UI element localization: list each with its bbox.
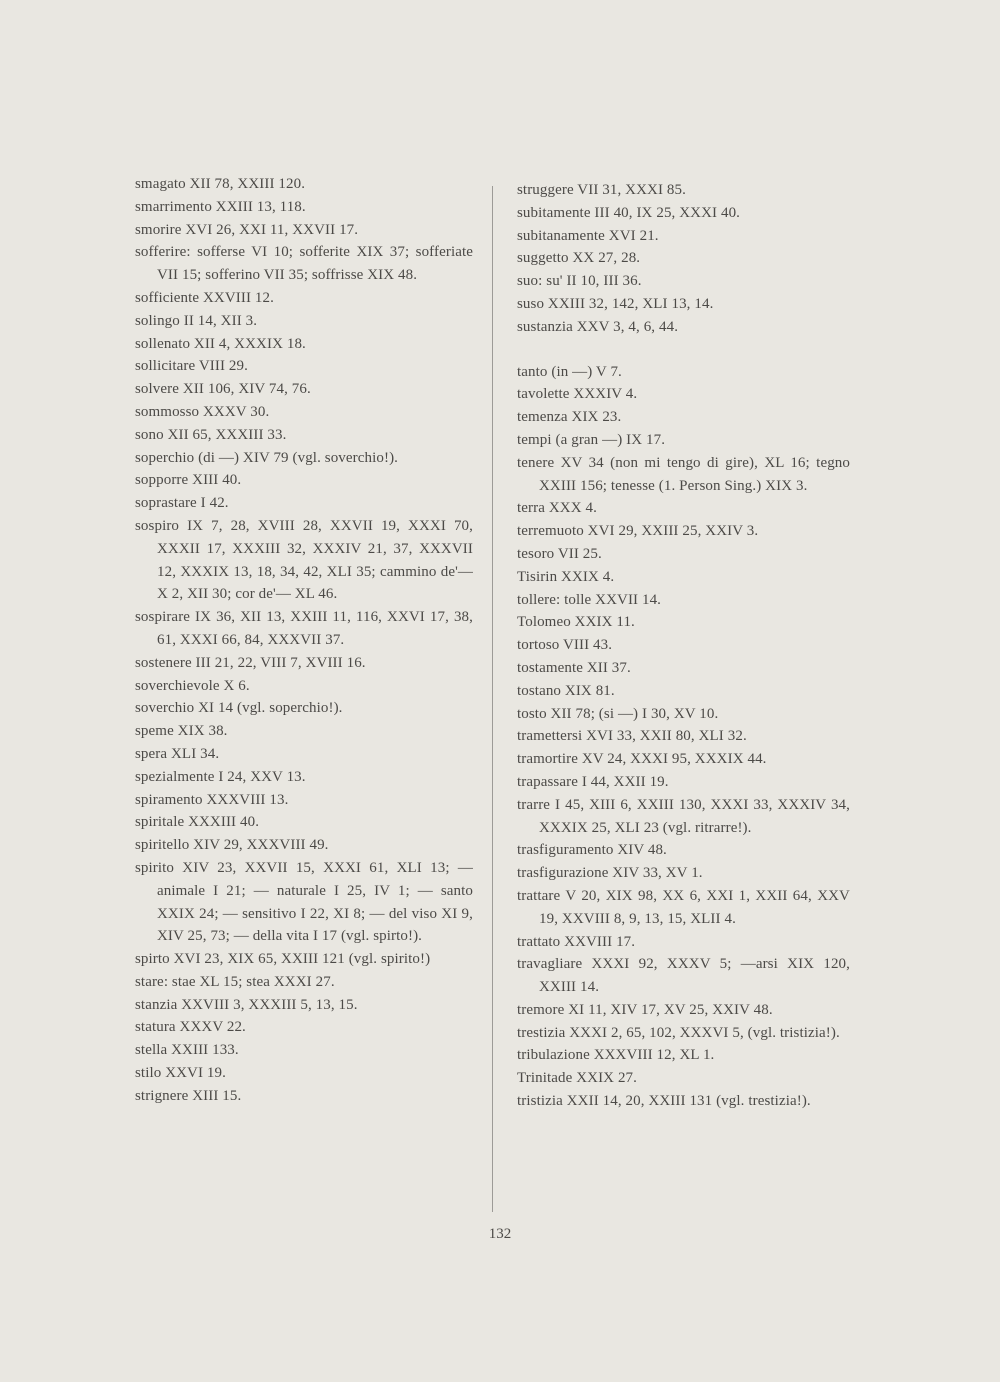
index-entry: spera XLI 34. <box>135 745 220 762</box>
index-column-left <box>135 173 473 1108</box>
index-entry: trattare V 20, XIX 98, XX 6, XXI 1, XXII 64, XXV 19, XXVIII 8, 9, 13, 15, XLII 4. <box>517 887 850 927</box>
index-entry: suo: su' II 10, III 36. <box>517 273 642 290</box>
index-entry: trapassare I 44, XXII 19. <box>517 773 669 790</box>
index-column-right <box>517 179 850 1113</box>
index-entry: Tisirin XXIX 4. <box>517 568 615 585</box>
index-entry: stanzia XXVIII 3, XXXIII 5, 13, 15. <box>135 996 358 1013</box>
index-entry: tristizia XXII 14, 20, XXIII 131 (vgl. trestizia!). <box>517 1093 811 1110</box>
index-entry: tosto XII 78; (si —) I 30, XV 10. <box>517 705 719 722</box>
index-entry: sollicitare VIII 29. <box>135 358 248 375</box>
index-group-t <box>517 361 850 1113</box>
index-entry: soverchio XI 14 (vgl. soperchio!). <box>135 700 343 717</box>
index-entry: tramettersi XVI 33, XXII 80, XLI 32. <box>517 728 747 745</box>
index-entry: sopporre XIII 40. <box>135 472 242 489</box>
index-entry: tribulazione XXXVIII 12, XL 1. <box>517 1047 715 1064</box>
index-entry: tostano XIX 81. <box>517 682 615 699</box>
index-entry: sommosso XXXV 30. <box>135 403 270 420</box>
index-entry: tortoso VIII 43. <box>517 637 613 654</box>
index-entry: soverchievole X 6. <box>135 677 250 694</box>
index-group-s <box>517 179 850 339</box>
index-entry: spezialmente I 24, XXV 13. <box>135 768 306 785</box>
index-entry: trestizia XXXI 2, 65, 102, XXXVI 5, (vgl. tristizia!). <box>517 1024 840 1041</box>
index-entry: smagato XII 78, XXIII 120. <box>135 176 306 192</box>
index-entry: stare: stae XL 15; stea XXXI 27. <box>135 973 335 990</box>
index-entry: tesoro VII 25. <box>517 545 602 562</box>
index-entry: Tolomeo XXIX 11. <box>517 614 635 631</box>
index-entry: strignere XIII 15. <box>135 1087 242 1104</box>
index-entry: tollere: tolle XXVII 14. <box>517 591 662 608</box>
index-entry: tanto (in —) V 7. <box>517 363 622 380</box>
index-entry: subitanamente XVI 21. <box>517 227 659 244</box>
index-entry: soperchio (di —) XIV 79 (vgl. soverchio!). <box>135 449 399 466</box>
index-entry: spiritale XXXIII 40. <box>135 814 260 831</box>
index-entry: tavolette XXXIV 4. <box>517 386 638 403</box>
index-entry: subitamente III 40, IX 25, XXXI 40. <box>517 204 741 221</box>
index-entry: tremore XI 11, XIV 17, XV 25, XXIV 48. <box>517 1001 773 1018</box>
index-entry: spiritello XIV 29, XXXVIII 49. <box>135 837 329 854</box>
index-entry: tempi (a gran —) IX 17. <box>517 431 666 448</box>
index-entry: terremuoto XVI 29, XXIII 25, XXIV 3. <box>517 523 759 540</box>
index-entry: trasfigurazione XIV 33, XV 1. <box>517 865 703 882</box>
index-entry: sospirare IX 36, XII 13, XXIII 11, 116, XXVI 17, 38, 61, XXXI 66, 84, XXXVII 37. <box>135 609 473 648</box>
index-entry: tramortire XV 24, XXXI 95, XXXIX 44. <box>517 751 767 768</box>
index-entry: sofficiente XXVIII 12. <box>135 289 274 306</box>
page-number: 132 <box>488 1226 512 1242</box>
index-entry: Trinitade XXIX 27. <box>517 1070 637 1087</box>
column-divider <box>492 186 493 1212</box>
index-entry: statura XXXV 22. <box>135 1019 246 1036</box>
index-entry: solvere XII 106, XIV 74, 76. <box>135 381 311 398</box>
index-entry: soprastare I 42. <box>135 495 229 512</box>
index-entry: smarrimento XXIII 13, 118. <box>135 198 306 215</box>
index-entry: solingo II 14, XII 3. <box>135 312 258 329</box>
index-entry: struggere VII 31, XXXI 85. <box>517 182 686 198</box>
index-entry: stella XXIII 133. <box>135 1042 239 1059</box>
index-entry: sollenato XII 4, XXXIX 18. <box>135 335 306 352</box>
index-entry: spirto XVI 23, XIX 65, XXIII 121 (vgl. spirito!) <box>135 951 431 968</box>
index-entry: smorire XVI 26, XXI 11, XXVII 17. <box>135 221 359 238</box>
index-entry: stilo XXVI 19. <box>135 1065 226 1082</box>
index-entry: suso XXIII 32, 142, XLI 13, 14. <box>517 295 714 312</box>
index-entry: suggetto XX 27, 28. <box>517 250 641 267</box>
index-entry: terra XXX 4. <box>517 500 597 517</box>
index-entry: speme XIX 38. <box>135 723 228 740</box>
index-entry: tostamente XII 37. <box>517 659 631 676</box>
index-entry: trasfiguramento XIV 48. <box>517 842 667 859</box>
index-entry: trattato XXVIII 17. <box>517 933 636 950</box>
index-entry: trarre I 45, XIII 6, XXIII 130, XXXI 33, XXXIV 34, XXXIX 25, XLI 23 (vgl. ritrarre!). <box>517 796 850 836</box>
letter-gap <box>517 339 850 361</box>
index-entry: travagliare XXXI 92, XXXV 5; —arsi XIX 120, XXIII 14. <box>517 956 850 996</box>
index-entry: sospiro IX 7, 28, XVIII 28, XXVII 19, XXXI 70, XXXII 17, XXXIII 32, XXXIV 21, 37, XXXVII 12, XXXIX 13, 18, 34, 42, XLI 35; cammino de'— X 2, XII 30; cor de'— XL 46. <box>135 517 473 603</box>
index-entry: tenere XV 34 (non mi tengo di gire), XL 16; tegno XXIII 156; tenesse (1. Person Sing.) XIX 3. <box>517 454 850 494</box>
index-entry: sostenere III 21, 22, VIII 7, XVIII 16. <box>135 654 366 671</box>
index-entry: spirito XIV 23, XXVII 15, XXXI 61, XLI 13; — animale I 21; — naturale I 25, IV 1; — santo XXIX 24; — sensitivo I 22, XI 8; — del viso XI 9, XIV 25, 73; — della vita I 17 (vgl. spirto!). <box>135 859 473 945</box>
index-entry: sustanzia XXV 3, 4, 6, 44. <box>517 318 679 335</box>
index-entry: temenza XIX 23. <box>517 409 622 426</box>
index-entry: sono XII 65, XXXIII 33. <box>135 426 287 443</box>
index-entry: sofferire: sofferse VI 10; sofferite XIX 37; sofferiate VII 15; sofferino VII 35; soffrisse XIX 48. <box>135 244 473 284</box>
index-entry: spiramento XXXVIII 13. <box>135 791 289 808</box>
